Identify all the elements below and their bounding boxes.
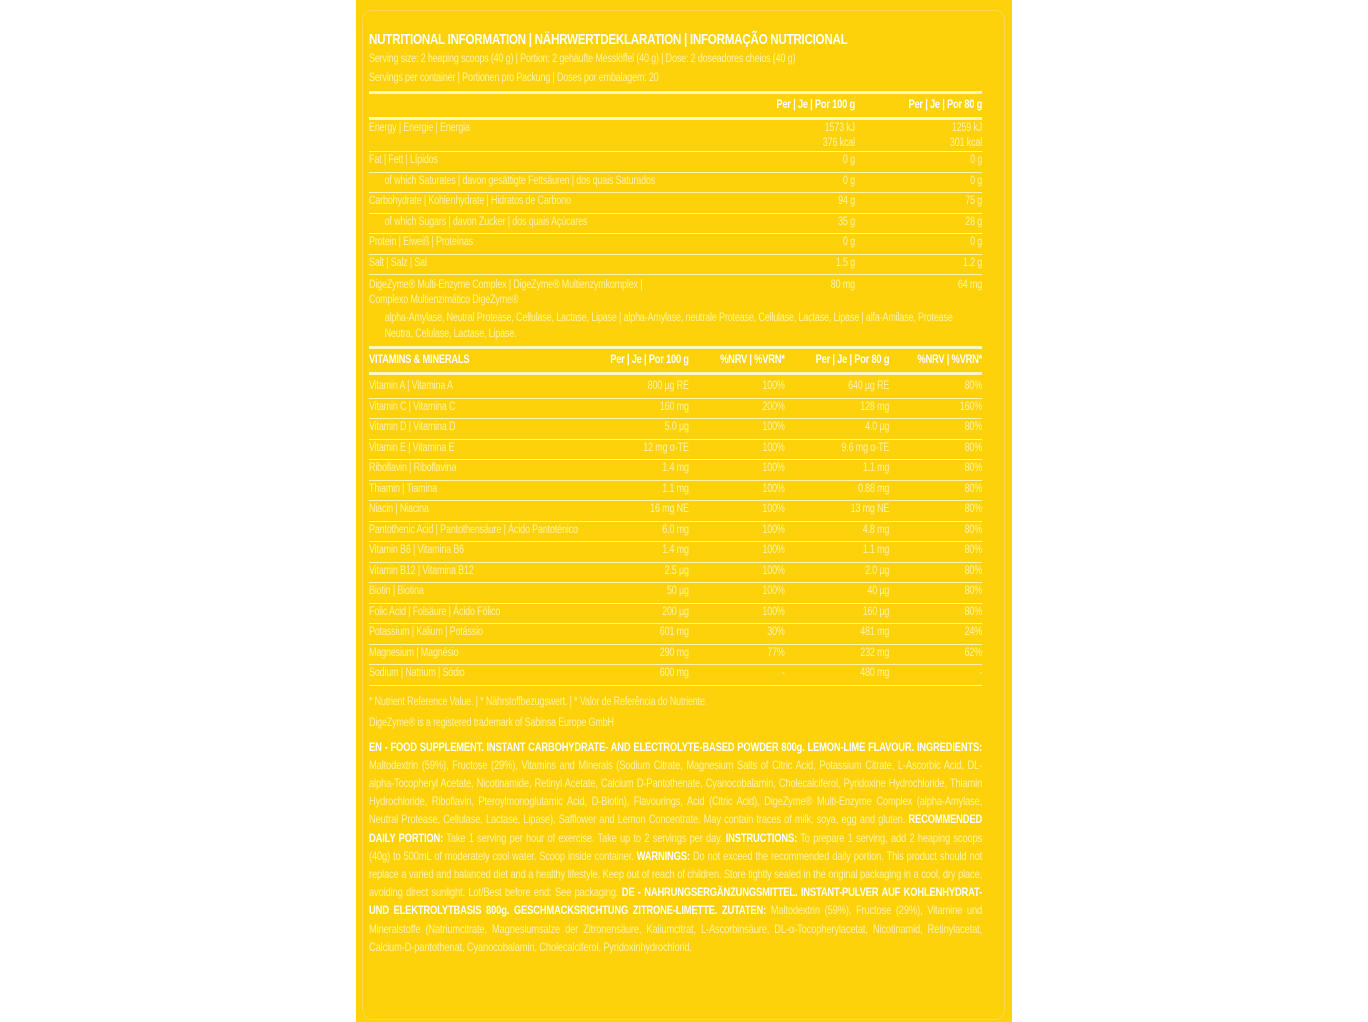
de-ingredients: Maltodextrin (59%), Fructose (29%), Vitamine und Mineralstoffe (Natriumcitrate, Magnesiumsalze der Zitronensäure, Kaliumcitrat, L-Ascorbinsäure, DL-α-Tocopherylacetat, Nicotinamid, Retinylacetat, Calcium-D-pantothenat, Cyanocobalamin, Cholecalciferol, Pyridoxinhydrochlorid, xyxy=(369,903,983,954)
vitamin-row xyxy=(369,501,982,522)
vitamin-nrv-80: 80% xyxy=(964,482,983,495)
vitamin-row xyxy=(369,563,982,584)
vitamin-label: Magnesium | Magnésio xyxy=(369,646,459,659)
vitamin-100g: 6.0 mg xyxy=(662,523,689,536)
vitamin-row xyxy=(369,645,982,666)
vitamin-label: Thiamin | Tiamina xyxy=(369,482,437,495)
vitamin-row xyxy=(369,624,982,645)
vitamin-row xyxy=(369,378,982,399)
vitamin-nrv-80: 80% xyxy=(964,564,983,577)
vitamin-row xyxy=(369,481,982,502)
nutrient-80g: 28 g xyxy=(965,215,983,228)
vitamin-80g: 9.6 mg α-TE xyxy=(841,441,890,454)
vitamin-100g: 5.0 µg xyxy=(664,421,689,433)
vitamin-80g: 40 µg xyxy=(867,585,890,597)
nutrient-80g: 0 g xyxy=(970,174,983,187)
vitamin-row xyxy=(369,665,982,686)
nutrient-80g: 0 g xyxy=(970,154,983,166)
vitamin-nrv-80: 80% xyxy=(964,421,983,433)
nutrient-80g: 75 g xyxy=(965,195,983,207)
vitamin-100g: 1.4 mg xyxy=(662,462,689,474)
rdp-label: RECOMMENDED DAILY PORTION: xyxy=(369,812,983,845)
vitamin-nrv-80: 80% xyxy=(964,441,983,454)
digezyme-100g: 80 mg xyxy=(830,279,855,291)
energy-kcal-100: 376 kcal xyxy=(822,137,855,149)
vitamin-label: Folic Acid | Folsäure | Ácido Fólico xyxy=(369,605,501,618)
nutrient-row xyxy=(369,234,982,255)
vitamin-label: Sodium | Natrium | Sódio xyxy=(369,667,465,679)
vitamin-nrv-100: 100% xyxy=(762,544,785,556)
vitamin-80g: 481 mg xyxy=(860,626,890,638)
vitamin-nrv-100: 100% xyxy=(762,421,785,433)
vitamin-80g: 1.1 mg xyxy=(862,462,890,474)
en-ingredients: Maltodextrin (59%), Fructose (29%), Vitamins and Minerals (Sodium Citrate, Magnesium Salts of Citric Acid, Potassium Citrate, L-Ascorbic Acid, DL-alpha-Tocopheryl Acetate, Nicotinamide, Retinyl Acetate, Calcium D-Pantothenate, Cyanocobalamin, Cholecalciferol, Pyridoxine Hydrochloride, Thiamin Hydrochloride, Riboflavin, Pteroylmonoglutamic Acid, D-Biotin), Flavourings, Acid (Citric Acid), DigeZyme® Multi-Enzyme Complex (alpha-Amylase, Neutral Protease, Cellulase, Lactase, Lipase), Safflower and Lemon Concentrate. May contain traces of milk, soya, egg and gluten. xyxy=(369,757,983,827)
digezyme-row xyxy=(369,275,982,349)
nutrient-label: Salt | Salz | Sal xyxy=(369,256,427,269)
nutrient-row xyxy=(369,193,982,214)
vitamin-80g: 0.88 mg xyxy=(857,482,890,495)
vitamin-nrv-80: 80% xyxy=(964,503,983,515)
vitamin-label: Vitamin D | Vitamina D xyxy=(369,421,456,433)
vitamin-row xyxy=(369,460,982,481)
vitamin-80g: 13 mg NE xyxy=(850,503,890,515)
de-title: DE - NAHRUNGSERGÄNZUNGSMITTEL. INSTANT-PULVER AUF KOHLENHYDRAT- UND ELEKTROLYTBASIS 800g. GESCHMACKSRICHTUNG ZITRONE-LIMETTE. ZUTATEN: xyxy=(369,885,983,918)
digezyme-label-2: Complexo Multienzimático DigeZyme® xyxy=(369,294,519,306)
warnings-label: WARNINGS: xyxy=(636,848,690,863)
nutrient-100g: 0 g xyxy=(842,154,855,166)
vitamin-nrv-100: 100% xyxy=(762,605,785,618)
vitamin-80g: 2.0 µg xyxy=(865,564,890,577)
instructions-label: INSTRUCTIONS: xyxy=(725,830,798,845)
vitamin-80g: 4.8 mg xyxy=(862,523,890,536)
vitamin-row xyxy=(369,522,982,543)
col-header-100g: Per | Je | Por 100 g xyxy=(776,97,855,111)
vitamin-label: Pantothenic Acid | Pantothensäure | Ácido Pantoténico xyxy=(369,523,578,536)
vitamin-nrv-100: 77% xyxy=(767,646,785,659)
vitamin-nrv-100: 100% xyxy=(762,523,785,536)
vitamin-100g: 16 mg NE xyxy=(650,503,689,515)
vitamin-nrv-100: 100% xyxy=(762,585,785,597)
vitamin-80g: 232 mg xyxy=(860,646,890,659)
en-title: EN - FOOD SUPPLEMENT. INSTANT CARBOHYDRATE- AND ELECTROLYTE-BASED POWDER 800g. LEMON-LIME FLAVOUR. INGREDIENTS: xyxy=(369,739,983,754)
vitamin-row xyxy=(369,604,982,625)
col-header-80g: Per | Je | Por 80 g xyxy=(908,97,983,111)
instructions-text: To prepare 1 serving, add 2 heaping scoops (40g) to 500mL of moderately cool water. Scoop inside container. xyxy=(369,830,983,863)
vitamin-label: Vitamin B12 | Vitamina B12 xyxy=(369,564,474,577)
vit-col-nrv-100: %NRV | %VRN* xyxy=(720,352,785,366)
vitamin-nrv-100: 100% xyxy=(762,503,785,515)
vitamin-label: Potassium | Kalium | Potássio xyxy=(369,626,483,638)
vitamin-nrv-80: - xyxy=(979,667,983,679)
nutrient-label: Fat | Fett | Lípidos xyxy=(369,154,438,166)
vitamin-100g: 2.5 µg xyxy=(664,564,689,577)
nutrient-100g: 1.5 g xyxy=(835,256,855,269)
digezyme-80g: 64 mg xyxy=(957,279,983,291)
footnote-nrv: * Nutrient Reference Value. | * Nährstoffbezugswert. | * Valor de Referência do Nutriente. xyxy=(369,695,708,708)
vitamin-80g: 160 µg xyxy=(862,605,890,618)
vitamin-80g: 4.0 µg xyxy=(865,421,890,433)
vitamin-80g: 1.1 mg xyxy=(862,544,890,556)
vitamin-row xyxy=(369,419,982,440)
vitamin-80g: 640 µg RE xyxy=(848,380,890,392)
vitamin-nrv-100: 100% xyxy=(762,564,785,577)
label-title: NUTRITIONAL INFORMATION | NÄHRWERTDEKLARATION | INFORMAÇÃO NUTRICIONAL xyxy=(369,31,848,48)
serving-size: Serving size: 2 heaping scoops (40 g) | Portion: 2 gehäufte Messlöffel (40 g) | Dose: 2 doseadores cheios (40 g) xyxy=(369,53,796,65)
vitamin-nrv-100: 100% xyxy=(762,380,785,392)
vitamin-label: Niacin | Niacina xyxy=(369,503,429,515)
vitamin-nrv-100: 100% xyxy=(762,482,785,495)
vitamin-100g: 50 µg xyxy=(666,585,689,597)
energy-label: Energy | Energie | Energia xyxy=(369,122,470,134)
vitamin-nrv-80: 160% xyxy=(959,400,983,413)
energy-row xyxy=(369,120,982,152)
vitamin-100g: 800 µg RE xyxy=(647,380,689,392)
vitamin-nrv-80: 80% xyxy=(964,544,983,556)
servings-per-container: Servings per container | Portionen pro Packung | Doses por embalagem: 20 xyxy=(369,72,659,84)
vitamin-row xyxy=(369,440,982,461)
nutrient-label: of which Sugars | davon Zucker | dos quais Açúcares xyxy=(384,215,588,228)
vit-col-80g: Per | Je | Por 80 g xyxy=(815,352,890,366)
product-description xyxy=(369,738,982,956)
nutrient-100g: 0 g xyxy=(842,236,855,248)
nutrition-label xyxy=(369,30,982,956)
nutrition-header-row xyxy=(369,94,982,120)
vitamin-100g: 1.4 mg xyxy=(662,544,689,556)
nutrient-label: Protein | Eiweiß | Proteínas xyxy=(369,236,473,248)
energy-kcal-80: 301 kcal xyxy=(949,137,983,149)
vitamin-nrv-100: 200% xyxy=(762,400,785,413)
nutrient-row xyxy=(369,173,982,194)
vitamin-nrv-100: - xyxy=(781,667,785,679)
vitamin-row xyxy=(369,542,982,563)
vitamins-heading: VITAMINS & MINERALS xyxy=(369,352,470,366)
vitamin-nrv-100: 100% xyxy=(762,441,785,454)
nutrient-label: of which Saturates | davon gesättigte Fettsäuren | dos quais Saturados xyxy=(384,174,656,187)
vitamin-100g: 600 mg xyxy=(659,667,689,679)
nutrient-100g: 94 g xyxy=(838,195,855,207)
nutrient-label: Carbohydrate | Kohlenhydrate | Hidratos de Carbono xyxy=(369,195,571,207)
nutrient-row xyxy=(369,255,982,276)
vitamin-80g: 128 mg xyxy=(860,400,890,413)
energy-kj-80: 1259 kJ xyxy=(951,122,983,134)
vitamin-label: Vitamin A | Vitamina A xyxy=(369,380,453,392)
vitamin-100g: 12 mg α-TE xyxy=(643,441,689,454)
nutrient-row xyxy=(369,214,982,235)
vitamin-100g: 290 mg xyxy=(659,646,689,659)
vitamin-80g: 480 mg xyxy=(860,667,890,679)
vitamin-nrv-80: 62% xyxy=(964,646,983,659)
nutrient-80g: 1.2 g xyxy=(962,256,983,269)
nutrient-100g: 35 g xyxy=(838,215,855,228)
vitamin-nrv-80: 80% xyxy=(964,585,983,597)
vitamin-nrv-80: 24% xyxy=(964,626,983,638)
vitamin-nrv-80: 80% xyxy=(964,380,983,392)
vit-col-100g: Per | Je | Por 100 g xyxy=(610,352,689,366)
vitamin-label: Vitamin B6 | Vitamina B6 xyxy=(369,544,464,556)
vitamin-label: Biotin | Biotina xyxy=(369,585,424,597)
nutrient-80g: 0 g xyxy=(970,236,983,248)
vitamin-label: Vitamin C | Vitamina C xyxy=(369,400,456,413)
vitamin-nrv-100: 30% xyxy=(767,626,785,638)
vitamin-label: Riboflavin | Riboflavina xyxy=(369,462,457,474)
vitamin-nrv-100: 100% xyxy=(762,462,785,474)
vit-col-nrv-80: %NRV | %VRN* xyxy=(917,352,983,366)
digezyme-detail: alpha-Amylase, Neutral Protease, Cellulase, Lactase, Lipase | alpha-Amylase, neutrale Protease, Cellulase, Lactase, Lipase | alfa-Amilase, Protease Neutra, Celulase, Lactase, Lipase. xyxy=(384,312,953,340)
digezyme-label-1: DigeZyme® Multi-Enzyme Complex | DigeZyme® Multienzymkomplex | xyxy=(369,279,643,291)
vitamin-row xyxy=(369,583,982,604)
vitamin-nrv-80: 80% xyxy=(964,523,983,536)
vitamin-row xyxy=(369,399,982,420)
vitamin-label: Vitamin E | Vitamina E xyxy=(369,441,455,454)
nutrient-100g: 0 g xyxy=(842,174,855,187)
warnings-text: Do not exceed the recommended daily portion. This product should not replace a varied and balanced diet and a healthy lifestyle. Keep out of reach of children. Store tightly sealed in the original packaging in a cool, dry place, avoiding direct sunlight. Lot/Best before end: See packaging. xyxy=(369,848,983,900)
nutrient-row xyxy=(369,152,982,173)
footnote-trademark: DigeZyme® is a registered trademark of Sabinsa Europe GmbH xyxy=(369,716,614,729)
vitamin-100g: 200 µg xyxy=(662,605,689,618)
vitamin-100g: 160 mg xyxy=(659,400,689,413)
vitamin-100g: 601 mg xyxy=(659,626,689,638)
vitamins-header-row xyxy=(369,349,982,375)
vitamin-100g: 1.1 mg xyxy=(662,482,689,495)
energy-kj-100: 1573 kJ xyxy=(824,122,855,134)
vitamin-nrv-80: 80% xyxy=(964,605,983,618)
rdp-text: Take 1 serving per hour of exercise. Take up to 2 servings per day. xyxy=(443,830,726,845)
vitamin-nrv-80: 80% xyxy=(964,462,983,474)
